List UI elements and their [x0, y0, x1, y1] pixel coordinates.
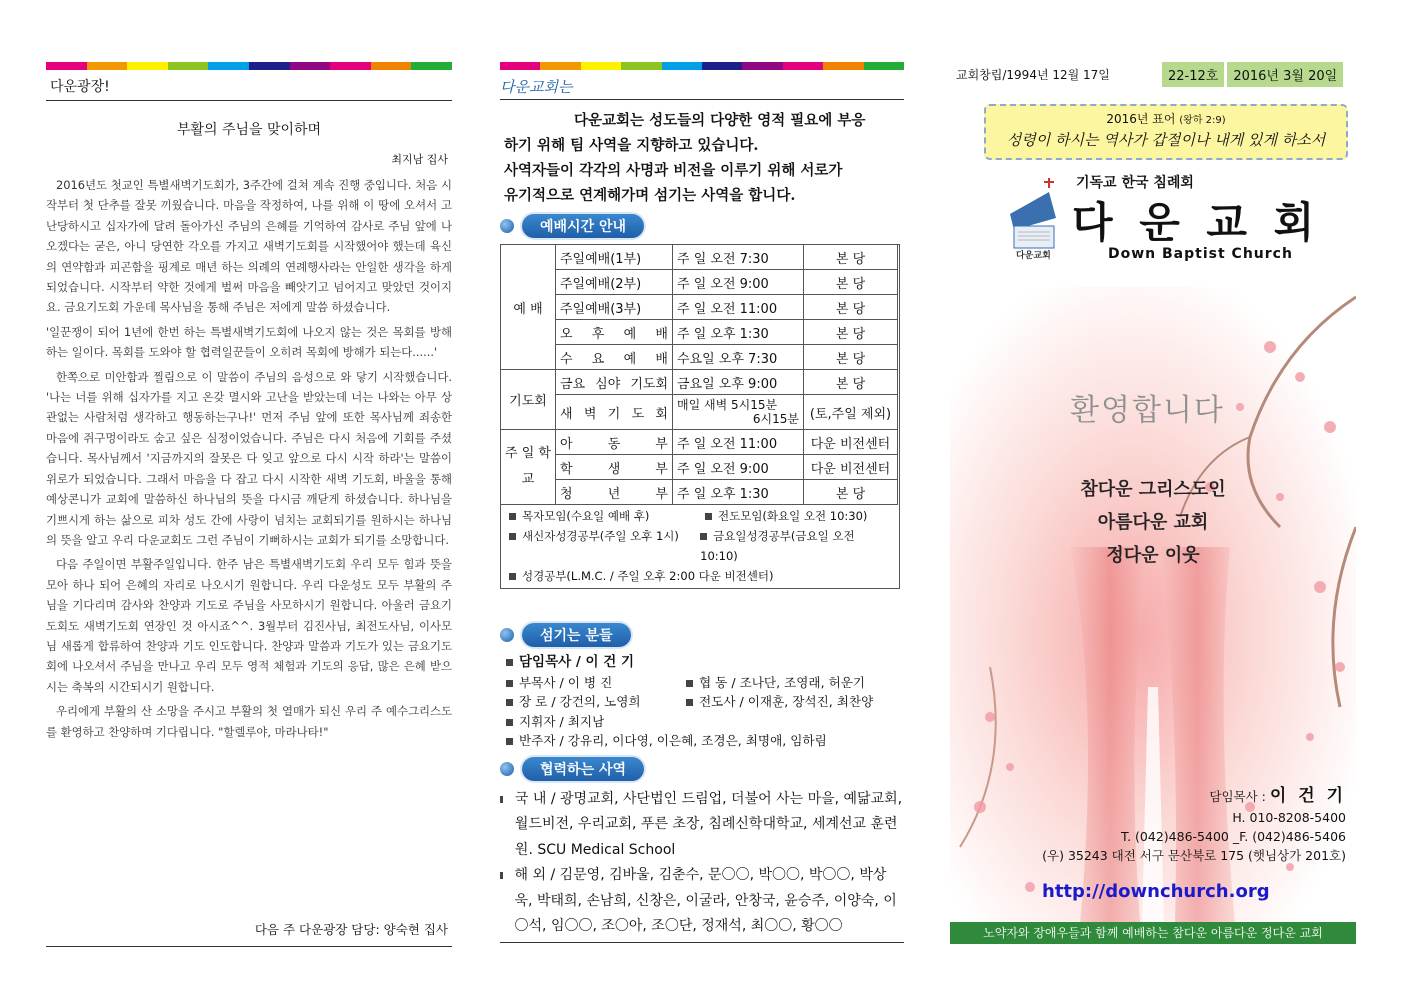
- article-title: 부활의 주님을 맞이하며: [176, 122, 322, 138]
- bullet-icon: [686, 680, 693, 687]
- table-cell: 주일예배(3부): [556, 295, 673, 320]
- table-cell: 새 벽 기 도 회: [556, 395, 673, 430]
- servers-title: 섬기는 분들: [522, 623, 631, 647]
- bullet-icon: [506, 738, 513, 745]
- table-cell: 아 동 부: [556, 430, 673, 455]
- list-item: 국 내 / 광명교회, 사단법인 드림업, 더불어 사는 마을, 예닮교회, 월드비전, 우리교회, 푸른 초장, 침례신학대학교, 세계선교 훈련원. SCU Medical School: [500, 787, 904, 864]
- note-item: 성경공부(L.M.C. / 주일 오후 2:00 다운 비전센터): [522, 569, 774, 583]
- denomination: 기독교 한국 침례회: [1076, 175, 1194, 191]
- table-cell: 주 일 오전 7:30: [673, 245, 804, 270]
- color-bar-segment: [168, 62, 209, 70]
- table-cell: 수 요 예 배: [556, 345, 673, 370]
- servers-list: [500, 653, 904, 751]
- table-row: [501, 370, 898, 395]
- color-bar-segment: [330, 62, 371, 70]
- column-plaza: [46, 62, 452, 947]
- table-cell: 오 후 예 배: [556, 320, 673, 345]
- table-cell: (토,주일 제외): [804, 395, 898, 430]
- paragraph: 다음 주일이면 부활주일입니다. 한주 남은 특별새벽기도회 우리 모두 힘과 뜻을 모아 하나 되어 은혜의 자리로 나오시기 원합니다. 우리 다운성도 모두 부활의 주님을 기다리며 감사와 찬양과 기도로 주님을 사모하시기 원합니다. 아울러 금요기도회도 새벽기도회 연장인 것 아시죠^^. 3월부터 김진사님, 최전도사님, 이사모님 새롭게 합류하여 찬양과 기도 인도합니다. 찬양과 말씀과 기도가 있는 금요기도회에 나오셔서 주님을 만나고 우리 모두 영적 체험과 기도의 응답, 많은 은혜 받으시는 축복의 시간되시기 원합니다.: [46, 557, 452, 694]
- paragraph: 우리에게 부활의 산 소망을 주시고 부활의 첫 열매가 되신 우리 주 예수그리스도를 환영하고 찬양하며 기다립니다. "할렐루야, 마라나타!": [46, 704, 452, 739]
- color-bar-segment: [702, 62, 742, 70]
- schedule-table: [500, 244, 898, 505]
- table-cell: 금요일 오후 9:00: [673, 370, 804, 395]
- table-cell: 주 일 오전 9:00: [673, 455, 804, 480]
- missions-title: 협력하는 사역: [522, 757, 644, 781]
- color-bar-segment: [249, 62, 290, 70]
- color-bar-segment: [127, 62, 168, 70]
- table-cell: 주일예배(1부): [556, 245, 673, 270]
- bullet-icon: [705, 513, 712, 520]
- table-cell: 본 당: [804, 320, 898, 345]
- color-bar-segment: [46, 62, 87, 70]
- church-english-name: Down Baptist Church: [1108, 246, 1293, 262]
- table-cell: 본 당: [804, 295, 898, 320]
- bullet-icon: [500, 796, 503, 803]
- table-cell: 본 당: [804, 345, 898, 370]
- article-body: [46, 175, 452, 742]
- notes-line: [509, 506, 891, 526]
- intro-line: 다운교회는 성도들의 다양한 영적 필요에 부응: [574, 112, 866, 129]
- bullet-icon: [506, 680, 513, 687]
- intro-line: 유기적으로 연계해가며 섬기는 사역을 합니다.: [504, 187, 796, 204]
- section-heading: 다운광장!: [46, 70, 452, 101]
- list-item: 담임목사 / 이 건 기: [506, 653, 904, 673]
- list-item: 부목사 / 이 병 진 협 동 / 조나단, 조영래, 허운기: [506, 673, 904, 693]
- column-cover: [950, 62, 1356, 947]
- missions-header: [500, 757, 904, 781]
- table-cell: 다운 비전센터: [804, 455, 898, 480]
- dawn-time-1: 매일 새벽 5시15분: [677, 398, 778, 412]
- motto-text: 성령이 하시는 역사가 갑절이나 내게 있게 하소서: [1006, 131, 1326, 149]
- table-cell: 청 년 부: [556, 480, 673, 505]
- table-cell: 주일예배(2부): [556, 270, 673, 295]
- bullet-icon: [509, 573, 516, 580]
- intro-line: 사역자들이 각각의 사명과 비전을 이루기 위해 서로가: [504, 162, 843, 179]
- group-label: 기도회: [501, 370, 556, 430]
- website-link[interactable]: http://downchurch.org: [1042, 881, 1270, 902]
- list-item: 해 외 / 김문영, 김바울, 김춘수, 문〇〇, 박〇〇, 박〇〇, 박상욱, 박태희, 손남희, 신창은, 이굴라, 안창국, 윤승주, 이양숙, 이〇석, 임〇〇, 조〇아, 조〇단, 정재석, 최〇〇, 황〇〇: [500, 863, 904, 940]
- color-bar-segment: [621, 62, 661, 70]
- contact-block: [1042, 787, 1346, 865]
- cover-art: [950, 287, 1356, 923]
- dawn-time-2: 6시15분: [752, 412, 799, 426]
- color-bar-segment: [87, 62, 128, 70]
- motto-box: [984, 104, 1348, 160]
- note-item: 전도모임(화요일 오전 10:30): [718, 509, 868, 523]
- section-heading: 다운교회는: [500, 70, 904, 100]
- color-bar-segment: [783, 62, 823, 70]
- pastor-name: 이 건 기: [1269, 786, 1346, 806]
- table-cell: 학 생 부: [556, 455, 673, 480]
- slogans: [950, 473, 1356, 572]
- schedule-header: [500, 214, 904, 238]
- founded-date: 교회창립/1994년 12월 17일: [956, 67, 1110, 82]
- table-cell: 본 당: [804, 270, 898, 295]
- color-bar-segment: [864, 62, 904, 70]
- address: (우) 35243 대전 서구 문산북로 175 (햇님상가 201호): [1042, 848, 1346, 863]
- table-cell: 주 일 오전 9:00: [673, 270, 804, 295]
- issue-bar: [950, 62, 1356, 86]
- schedule-notes: [501, 504, 899, 588]
- motto-label: 2016년 표어 (왕하 2:9): [1106, 112, 1226, 126]
- bullet-icon: [700, 533, 707, 540]
- list-item: 반주자 / 강유리, 이다영, 이은혜, 조경은, 최명애, 임하림: [506, 731, 904, 751]
- bullet-icon: [686, 699, 693, 706]
- bullet-icon: [500, 219, 514, 233]
- notes-line: [509, 526, 891, 566]
- table-cell: 주 일 오후 1:30: [673, 480, 804, 505]
- table-row: [501, 455, 898, 480]
- bullet-icon: [506, 699, 513, 706]
- table-cell: 금요 심야 기도회: [556, 370, 673, 395]
- bullet-icon: [500, 872, 503, 879]
- note-item: 새신자성경공부(주일 오후 1시): [522, 529, 679, 543]
- color-bar-segment: [500, 62, 540, 70]
- table-cell: [673, 395, 804, 430]
- slogan-line: 정다운 이웃: [1106, 545, 1200, 566]
- table-cell: 본 당: [804, 370, 898, 395]
- schedule-title: 예배시간 안내: [522, 214, 644, 238]
- color-bar-segment: [742, 62, 782, 70]
- color-bar: [46, 62, 452, 70]
- paragraph: 2016년도 첫교인 특별새벽기도회가, 3주간에 걸쳐 계속 진행 중입니다. 처음 시작부터 첫 단추를 잘못 끼웠습니다. 마음을 작정하여, 나를 위해 이 땅에 오셔서 고난당하시고 십자가에 달려 돌아가신 주님의 은혜를 기억하여 감사로 주님 앞에 나오겠다는 굳은, 아니 당연한 각오를 가지고 새벽기도회를 시작했어야 했는데 육신의 연약함과 피곤함을 핑계로 매년 하는 의례의 연례행사라는 안일한 생각을 하게 되었습니다. 시작부터 약한 것에게 벌써 마음을 빼앗기고 넘어지고 맞았던 것이지요. 금요기도회 가운데 목사님을 통해 주님은 저에게 말씀 하셨습니다.: [46, 178, 452, 315]
- mobile-number: H. 010-8208-5400: [1232, 810, 1346, 825]
- phone-fax: T. (042)486-5400 _F. (042)486-5406: [1120, 829, 1346, 844]
- bullet-icon: [506, 719, 513, 726]
- table-cell: 주 일 오후 1:30: [673, 320, 804, 345]
- table-row: [501, 430, 898, 455]
- table-row: [501, 480, 898, 505]
- color-bar-segment: [540, 62, 580, 70]
- table-row: [501, 295, 898, 320]
- color-bar-segment: [662, 62, 702, 70]
- table-cell: 본 당: [804, 480, 898, 505]
- slogan-line: 아름다운 교회: [1097, 512, 1209, 533]
- bullet-icon: [500, 762, 514, 776]
- color-bar: [500, 62, 904, 70]
- issue-number: 22-12호: [1162, 62, 1224, 87]
- schedule-box: [500, 244, 900, 589]
- group-label: 예 배: [501, 245, 556, 370]
- table-cell: 주 일 오전 11:00: [673, 430, 804, 455]
- church-header: [950, 170, 1356, 280]
- color-bar-segment: [208, 62, 249, 70]
- table-cell: 본 당: [804, 245, 898, 270]
- notes-line: [509, 566, 891, 586]
- note-item: 목자모임(수요일 예배 후): [522, 509, 650, 523]
- next-week-note: 다음 주 다운광장 담당: 양숙현 집사: [46, 920, 452, 947]
- list-item: 지휘자 / 최지남: [506, 712, 904, 732]
- church-logo: [1004, 178, 1062, 266]
- group-label: 주 일 학 교: [501, 430, 556, 505]
- servers-header: [500, 623, 904, 647]
- table-cell: 수요일 오후 7:30: [673, 345, 804, 370]
- missions-list: [500, 787, 904, 943]
- note-item: 금요일성경공부(금요일 오전 10:10): [700, 529, 855, 563]
- intro-line: 하기 위해 팀 사역을 지향하고 있습니다.: [504, 137, 759, 154]
- color-bar-segment: [290, 62, 331, 70]
- welcome-text: 환영합니다: [1070, 393, 1225, 428]
- slogan-line: 참다운 그리스도인: [1080, 479, 1226, 500]
- color-bar-segment: [371, 62, 412, 70]
- table-row: [501, 270, 898, 295]
- bullet-icon: [500, 628, 514, 642]
- table-row: [501, 320, 898, 345]
- bullet-icon: [509, 513, 516, 520]
- color-bar-segment: [581, 62, 621, 70]
- table-cell: 다운 비전센터: [804, 430, 898, 455]
- color-bar-segment: [411, 62, 452, 70]
- intro-text: [500, 108, 904, 208]
- list-item: 장 로 / 강건의, 노영희 전도사 / 이재훈, 장석진, 최찬양: [506, 692, 904, 712]
- church-name: 다 운 교 회: [1072, 198, 1321, 247]
- bullet-icon: [509, 533, 516, 540]
- table-row: [501, 245, 898, 270]
- color-bar-segment: [823, 62, 863, 70]
- bullet-icon: [506, 659, 513, 666]
- pastor-line: 담임목사 : 이 건 기: [1209, 786, 1346, 806]
- footer-banner: 노약자와 장애우들과 함께 예배하는 참다운 아름다운 정다운 교회: [950, 922, 1356, 944]
- table-row: [501, 395, 898, 430]
- column-church-info: [500, 62, 904, 947]
- table-cell: 주 일 오전 11:00: [673, 295, 804, 320]
- table-row: [501, 345, 898, 370]
- issue-date: 2016년 3월 20일: [1227, 62, 1343, 87]
- paragraph: 한쪽으로 미안함과 찔림으로 이 말씀이 주님의 음성으로 와 닿기 시작했습니다. '나는 너를 위해 십자가를 지고 온갖 멸시와 고난을 받았는데 너는 나와는 아무 상관없는 사람처럼 생각하고 행동하는구나!' 먼저 주님 앞에 또한 목사님께 죄송한 마음에 쥐구멍이라도 숨고 싶은 심정이었습니다. 주님은 다시 처음에 기회를 주셨습니다. 목사님께서 '지금까지의 잘못은 다 잊고 앞으로 다시 시작 하라'는 말씀이 위로가 되었습니다. 그래서 마음을 다 잡고 다시 시작한 새벽 기도회, 바울을 통해 예상콘니가 교회에 말씀하신 하나님의 뜻을 다시금 깨닫게 하셨습니다. 하나님을 기쁘시게 하는 삶으로 피차 성도 간에 사랑이 넘치는 교회되기를 원하시는 하나님의 뜻을 알고 우리 다운교회도 그런 주님이 기뻐하시는 교회가 되기를 소망합니다.: [46, 369, 452, 547]
- article-author: 최지남 집사: [391, 153, 448, 166]
- paragraph: '일꾼쟁이 되어 1년에 한번 하는 특별새벽기도회에 나오지 않는 것은 목회를 방해하는 일이다. 목회를 도와야 할 협력일꾼들이 오히려 목회에 방해가 되는다......': [46, 324, 452, 360]
- logo-text: 다운교회: [1016, 251, 1051, 261]
